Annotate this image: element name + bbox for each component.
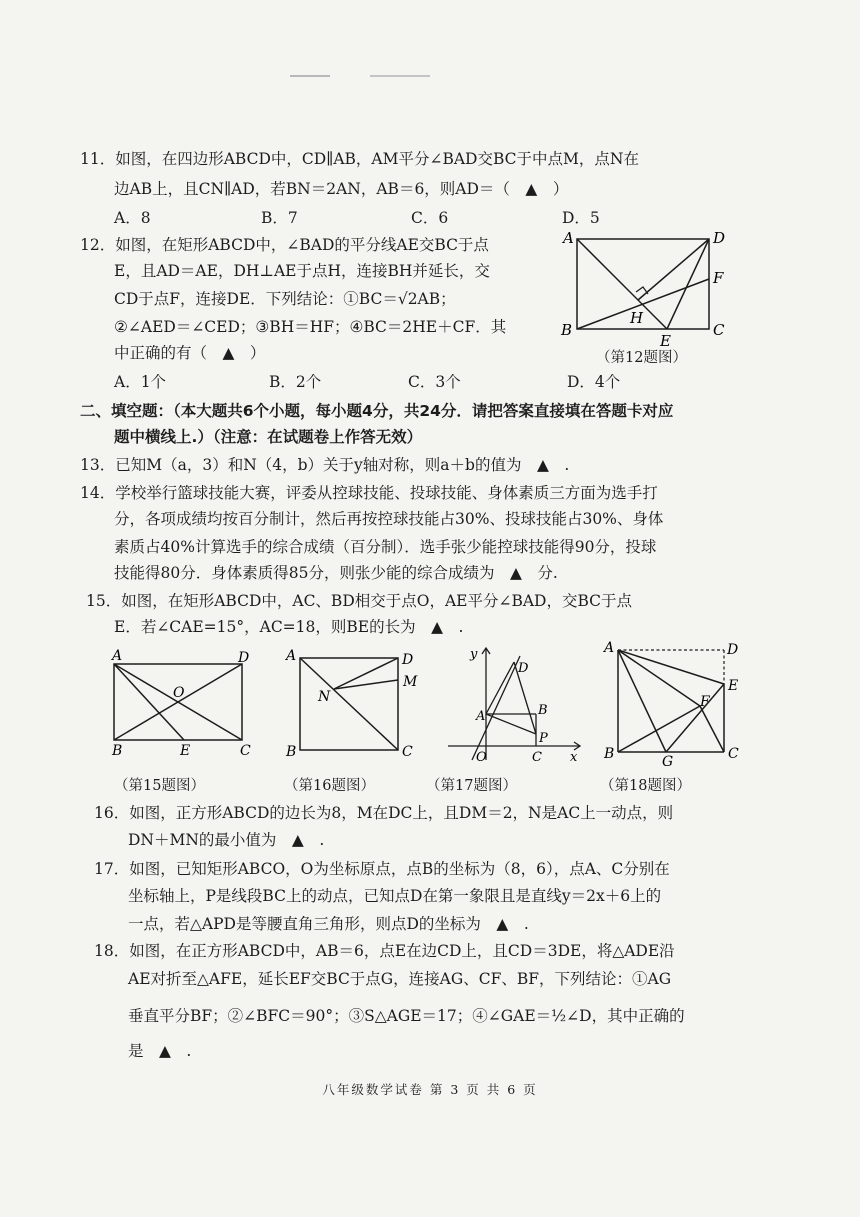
q12-figure	[555, 225, 735, 355]
q17-figure	[442, 642, 592, 766]
q11-choice-c: C．6	[411, 209, 449, 227]
q17-caption: （第17题图）	[426, 778, 517, 794]
q17-label-y: y	[470, 647, 478, 662]
q15-label-e: E	[180, 743, 191, 759]
q18-label-a: A	[604, 640, 615, 656]
q12-label-a: A	[563, 229, 574, 247]
q15-line2: E．若∠CAE=15°，AC=18，则BE的长为 ▲ .	[114, 618, 464, 636]
q12-label-c: C	[713, 321, 725, 339]
q16-figure	[282, 644, 422, 762]
q18-figure	[600, 638, 752, 768]
q14-line3: 素质占40%计算选手的综合成绩（百分制）．选手张少能控球技能得90分，投球	[114, 538, 657, 556]
q18-caption: （第18题图）	[600, 778, 691, 794]
q15-figure	[106, 646, 264, 760]
q16-label-n: N	[318, 689, 331, 705]
q18-line1: 18．如图，在正方形ABCD中，AB＝6，点E在边CD上，且CD＝3DE，将△ADE沿	[94, 942, 675, 960]
q16-label-d: D	[402, 652, 414, 668]
q18-line2: AE对折至△AFE，延长EF交BC于点G，连接AG、CF、BF，下列结论：①AG	[128, 970, 672, 988]
q17-line2: 坐标轴上，P是线段BC上的动点，已知点D在第一象限且是直线y＝2x＋6上的	[128, 887, 662, 905]
q16-line2: DN＋MN的最小值为 ▲ .	[128, 831, 325, 849]
q15-label-c: C	[240, 743, 251, 759]
q12-label-e: E	[660, 332, 671, 350]
q12-choice-a: A．1个	[114, 373, 167, 391]
q12-choice-d: D．4个	[567, 373, 621, 391]
q18-label-e: E	[728, 678, 739, 694]
q14-line1: 14．学校举行篮球技能大赛，评委从控球技能、投球技能、身体素质三方面为选手打	[80, 484, 658, 502]
q12-label-b: B	[561, 321, 573, 339]
q18-label-f: F	[700, 694, 710, 710]
section2-heading-line1: 二、填空题：（本大题共6个小题，每小题4分，共24分．请把答案直接填在答题卡对应	[80, 402, 674, 420]
q12-label-d: D	[713, 229, 726, 247]
q17-label-a: A	[476, 709, 486, 724]
q18-label-c: C	[728, 746, 739, 762]
q17-label-c: C	[532, 750, 542, 765]
scan-artifact-mark	[290, 73, 440, 79]
q14-line4: 技能得80分．身体素质得85分，则张少能的综合成绩为 ▲ 分.	[114, 564, 558, 582]
q15-label-d: D	[238, 650, 250, 666]
q16-label-a: A	[286, 648, 297, 664]
q15-label-b: B	[112, 743, 123, 759]
q17-label-p: P	[539, 731, 548, 746]
q18-line4: 是 ▲ .	[128, 1042, 192, 1060]
q18-line3: 垂直平分BF；②∠BFC＝90°；③S△AGE＝17；④∠GAE＝½∠D，其中正确的	[128, 1007, 685, 1025]
q12-line5: 中正确的有（ ▲ ）	[114, 344, 266, 362]
q13-line1: 13．已知M（a，3）和N（4，b）关于y轴对称，则a＋b的值为 ▲ .	[80, 456, 570, 474]
q16-label-m: M	[403, 674, 418, 690]
q15-caption: （第15题图）	[114, 778, 205, 794]
q12-line4: ②∠AED＝∠CED；③BH＝HF；④BC＝2HE＋CF．其	[114, 318, 507, 336]
q18-label-b: B	[604, 746, 615, 762]
q12-line3: CD于点F，连接DE．下列结论：①BC＝√2AB；	[114, 290, 456, 308]
q12-choice-b: B．2个	[269, 373, 322, 391]
q15-label-o: O	[173, 685, 185, 701]
section2-heading-line2: 题中横线上.）（注意：在试题卷上作答无效）	[114, 428, 423, 446]
q11-line1: 11．如图，在四边形ABCD中，CD∥AB，AM平分∠BAD交BC于中点M，点N在	[80, 150, 639, 168]
q18-label-g: G	[662, 754, 674, 768]
q17-line1: 17．如图，已知矩形ABCO，O为坐标原点，点B的坐标为（8，6），点A、C分别在	[94, 860, 670, 878]
q12-caption: （第12题图）	[596, 350, 687, 366]
q12-label-h: H	[630, 309, 644, 327]
q15-line1: 15．如图，在矩形ABCD中，AC、BD相交于点O，AE平分∠BAD，交BC于点	[86, 592, 633, 610]
q12-line1: 12．如图，在矩形ABCD中，∠BAD的平分线AE交BC于点	[80, 236, 489, 254]
q17-label-o: O	[476, 750, 487, 765]
q11-line2: 边AB上，且CN∥AD，若BN＝2AN，AB＝6，则AD＝（ ▲ ）	[114, 180, 569, 198]
q16-caption: （第16题图）	[284, 778, 375, 794]
q17-label-d: D	[518, 661, 529, 676]
q16-label-c: C	[402, 744, 413, 760]
q18-label-d: D	[727, 642, 739, 658]
q11-choice-b: B．7	[261, 209, 298, 227]
page-footer: 八年级数学试卷 第 3 页 共 6 页	[322, 1082, 538, 1097]
q17-label-b: B	[538, 703, 548, 718]
q17-label-x: x	[570, 750, 578, 765]
q11-choice-d: D．5	[562, 209, 600, 227]
q12-line2: E，且AD＝AE，DH⊥AE于点H，连接BH并延长，交	[114, 262, 490, 280]
q12-label-f: F	[713, 269, 724, 287]
q15-label-a: A	[112, 648, 123, 664]
q12-choice-c: C．3个	[408, 373, 461, 391]
q16-line1: 16．如图，正方形ABCD的边长为8，M在DC上，且DM＝2，N是AC上一动点，则	[94, 804, 674, 822]
q17-line3: 一点，若△APD是等腰直角三角形，则点D的坐标为 ▲ .	[128, 915, 529, 933]
q14-line2: 分，各项成绩均按百分制计，然后再按控球技能占30%、投球技能占30%、身体	[114, 510, 664, 528]
q11-choice-a: A．8	[114, 209, 151, 227]
q16-label-b: B	[286, 744, 297, 760]
